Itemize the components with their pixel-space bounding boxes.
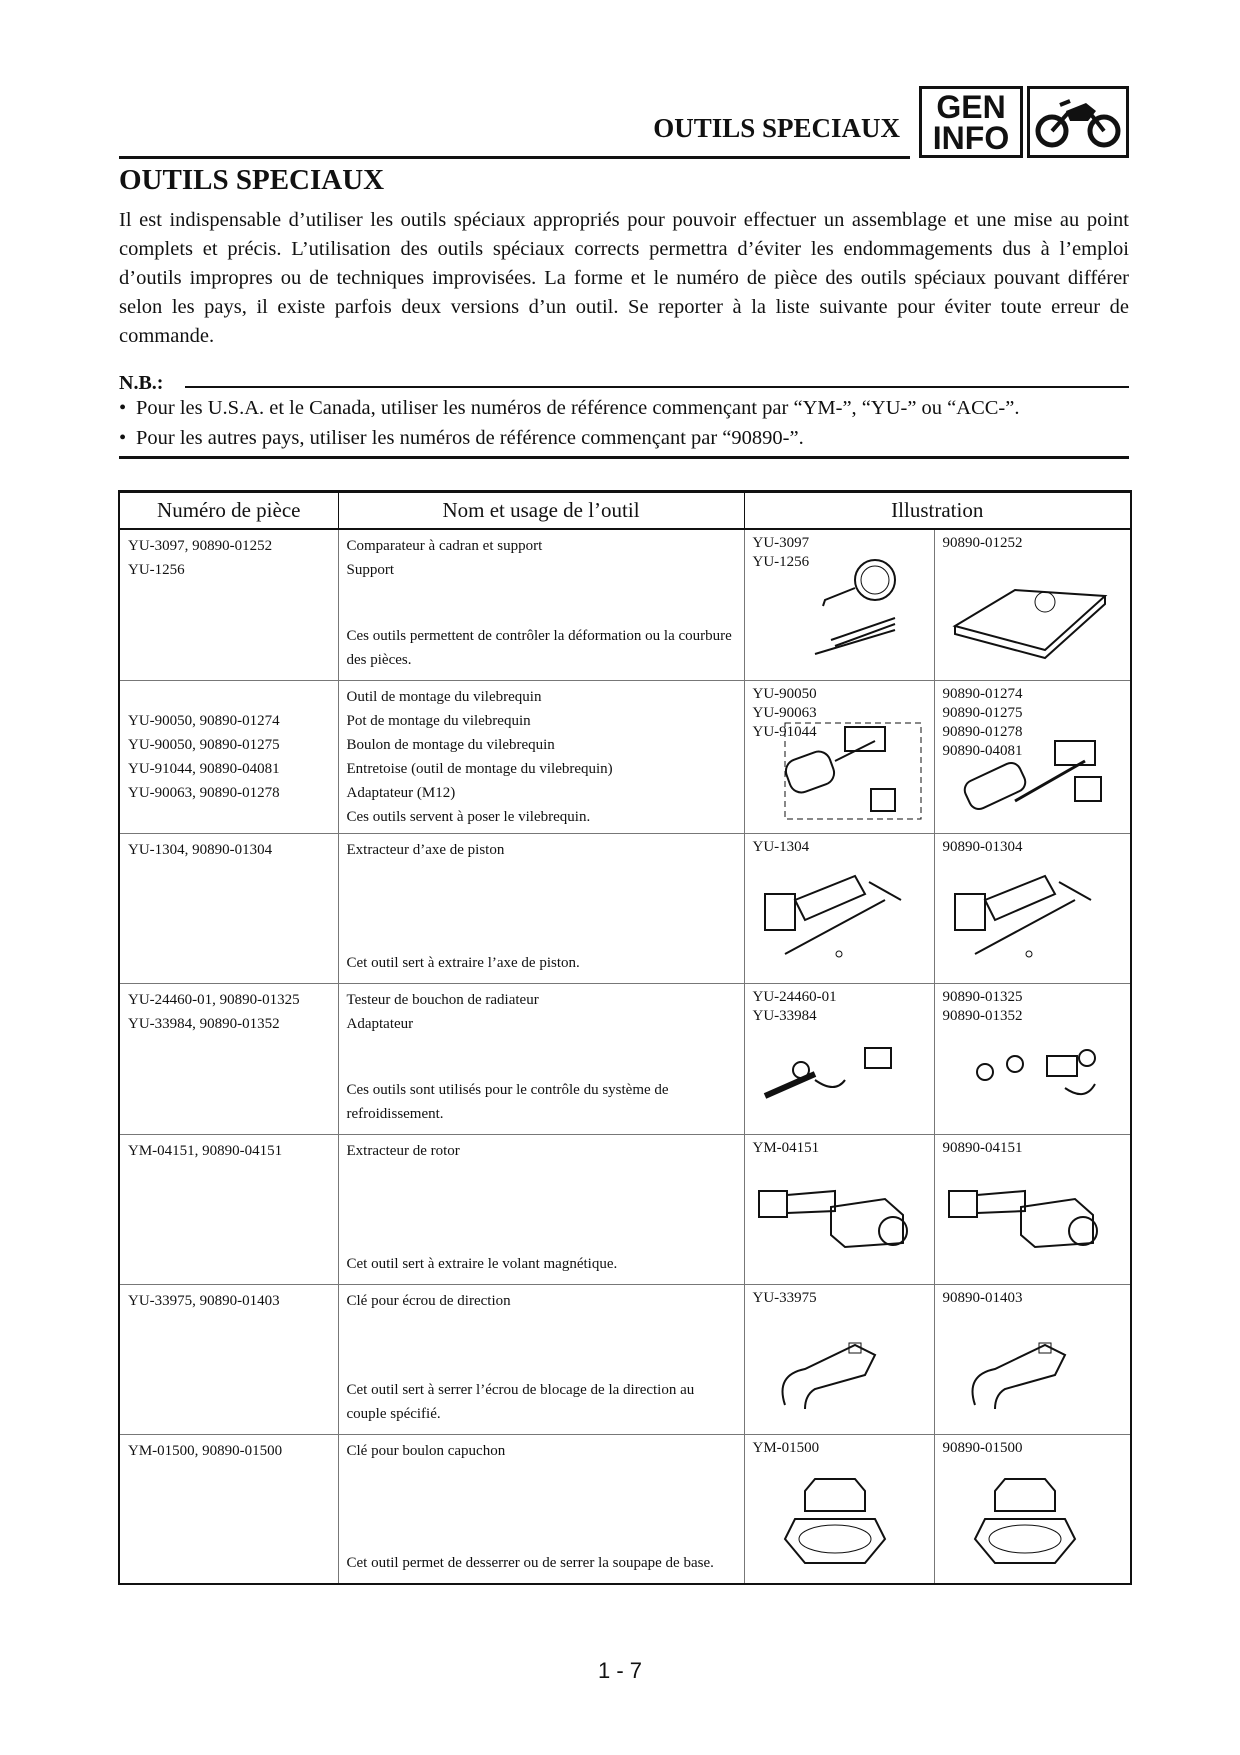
nb-bottom-rule <box>119 456 1129 459</box>
illustration-eu <box>934 680 1131 833</box>
nb-list <box>119 393 1129 453</box>
illustration-eu <box>934 1134 1131 1284</box>
crankshaft-installer-illustration <box>745 681 925 821</box>
name-cell <box>338 680 744 833</box>
illu-code: 90890-01352 <box>942 1007 1023 1024</box>
radiator-cap-tester-illustration <box>745 984 925 1124</box>
name-cell <box>338 1434 744 1584</box>
illustration-eu <box>934 529 1131 680</box>
cap-bolt-wrench-illustration <box>745 1435 925 1575</box>
rotor-puller-eu-illustration <box>935 1135 1125 1275</box>
illu-code: 90890-04151 <box>942 1139 1023 1156</box>
table-row <box>119 1284 1131 1434</box>
nb-item: • Pour les U.S.A. et le Canada, utiliser les numéros de référence commençant par “YM-”, “YU-” ou “ACC-”. <box>119 393 1129 423</box>
header-title: OUTILS SPECIAUX <box>653 113 900 143</box>
dial-gauge-kit-illustration <box>935 530 1125 670</box>
tool-name: Support <box>346 562 395 578</box>
tool-name: Testeur de bouchon de radiateur <box>346 991 539 1008</box>
header-rule <box>119 156 910 159</box>
badge-text <box>919 86 1023 158</box>
illustration-us <box>744 680 934 833</box>
part-number: YU-91044, 90890-04081 <box>128 760 280 777</box>
illu-code: YM-01500 <box>752 1439 820 1456</box>
tool-usage: Ces outils sont utilisés pour le contrôle du système de refroidissement. <box>346 1081 669 1122</box>
illu-code: YM-04151 <box>752 1139 820 1156</box>
piston-pin-puller-illustration <box>745 834 925 974</box>
illu-code: YU-33984 <box>752 1007 817 1024</box>
part-cell <box>119 1134 338 1284</box>
part-number: YU-90050, 90890-01275 <box>128 736 280 753</box>
name-cell <box>338 1134 744 1284</box>
tool-usage: Cet outil sert à extraire l’axe de piston. <box>346 954 580 971</box>
dial-gauge-illustration <box>745 530 925 670</box>
table-row <box>119 680 1131 833</box>
tool-usage: Ces outils permettent de contrôler la déformation ou la courbure des pièces. <box>346 627 732 668</box>
illustration-eu <box>934 833 1131 983</box>
table-row <box>119 1134 1131 1284</box>
tool-name: Boulon de montage du vilebrequin <box>346 736 555 753</box>
illu-code: 90890-01403 <box>942 1289 1023 1306</box>
radiator-cap-tester-eu-illustration <box>935 984 1125 1124</box>
tool-name: Adaptateur (M12) <box>346 784 456 801</box>
col-header-part: Numéro de pièce <box>119 492 338 530</box>
part-number: YU-90050, 90890-01274 <box>128 712 280 729</box>
part-number: YU-1304, 90890-01304 <box>128 841 273 858</box>
illustration-eu <box>934 983 1131 1134</box>
part-number: YM-01500, 90890-01500 <box>128 1442 283 1459</box>
illustration-eu <box>934 1434 1131 1584</box>
part-cell <box>119 983 338 1134</box>
table-row <box>119 983 1131 1134</box>
badge-line2: INFO <box>932 120 1010 156</box>
page-number: 1 - 7 <box>597 1658 643 1683</box>
illu-code: YU-1304 <box>752 838 810 855</box>
illu-code: 90890-01500 <box>942 1439 1023 1456</box>
part-number: YU-90063, 90890-01278 <box>128 784 280 801</box>
intro-paragraph: Il est indispensable d’utiliser les outils spéciaux appropriés pour pouvoir effectuer un assemblage et une mise au point complets et précis. L’utilisation des outils spéciaux corrects permettra d’éviter les endommagements dus à l’emploi d’outils impropres ou de techniques improvisées. La forme et le numéro de pièce des outils spéciaux pouvant différer selon les pays, il existe parfois deux versions d’un outil. Se reporter à la liste suivante pour éviter toute erreur de commande. <box>119 209 1129 347</box>
illustration-us <box>744 833 934 983</box>
part-cell <box>119 529 338 680</box>
illu-code: 90890-01304 <box>942 838 1023 855</box>
nb-label: N.B.: <box>119 372 164 394</box>
crankshaft-installer-eu-illustration <box>935 681 1125 821</box>
col-header-illustration: Illustration <box>744 492 1131 530</box>
part-number: YU-24460-01, 90890-01325 <box>128 991 300 1008</box>
illu-code: YU-90063 <box>752 704 817 721</box>
part-number: YU-1256 <box>128 562 185 578</box>
illustration-us <box>744 983 934 1134</box>
illu-code: 90890-01278 <box>942 723 1023 740</box>
piston-pin-puller-eu-illustration <box>935 834 1125 974</box>
part-number: YU-3097, 90890-01252 <box>128 538 273 554</box>
illu-code: 90890-01252 <box>942 535 1023 551</box>
gen-info-badge <box>919 86 1129 158</box>
tool-usage: Cet outil sert à extraire le volant magnétique. <box>346 1255 618 1272</box>
illu-code: YU-1256 <box>752 554 810 570</box>
illustration-us <box>744 1134 934 1284</box>
tool-name: Entretoise (outil de montage du vilebrequin) <box>346 760 613 777</box>
table-row <box>119 1434 1131 1584</box>
illu-code: YU-90050 <box>752 685 817 702</box>
illustration-us <box>744 1434 934 1584</box>
part-number: YM-04151, 90890-04151 <box>128 1142 283 1159</box>
badge-line1: GEN <box>936 89 1006 125</box>
tool-name: Extracteur de rotor <box>346 1142 460 1159</box>
steering-nut-wrench-illustration <box>745 1285 925 1425</box>
part-number: YU-33975, 90890-01403 <box>128 1292 280 1309</box>
steering-nut-wrench-eu-illustration <box>935 1285 1125 1425</box>
illu-code: YU-24460-01 <box>752 988 837 1005</box>
illustration-eu <box>934 1284 1131 1434</box>
illu-code: 90890-01275 <box>942 704 1023 721</box>
tool-usage: Cet outil sert à serrer l’écrou de blocage de la direction au couple spécifié. <box>346 1381 695 1422</box>
nb-item: • Pour les autres pays, utiliser les numéros de référence commençant par “90890-”. <box>119 423 1129 453</box>
part-number <box>128 685 330 709</box>
tool-usage: Ces outils servent à poser le vilebrequin. <box>346 808 591 825</box>
motorcycle-icon <box>1027 86 1129 158</box>
illu-code: YU-91044 <box>752 723 817 740</box>
part-cell <box>119 1284 338 1434</box>
name-cell <box>338 529 744 680</box>
part-cell <box>119 1434 338 1584</box>
rotor-puller-illustration <box>745 1135 925 1275</box>
part-cell <box>119 833 338 983</box>
illu-code: YU-33975 <box>752 1289 817 1306</box>
special-tools-table <box>118 490 1132 1585</box>
name-cell <box>338 833 744 983</box>
tool-name: Extracteur d’axe de piston <box>346 841 505 858</box>
illu-code: 90890-01325 <box>942 988 1023 1005</box>
tool-name: Adaptateur <box>346 1015 414 1032</box>
illu-code: 90890-04081 <box>942 742 1023 759</box>
illustration-us <box>744 529 934 680</box>
section-title: OUTILS SPECIAUX <box>119 164 385 196</box>
part-cell <box>119 680 338 833</box>
cap-bolt-wrench-eu-illustration <box>935 1435 1125 1575</box>
table-row <box>119 529 1131 680</box>
tool-usage: Cet outil permet de desserrer ou de serrer la soupape de base. <box>346 1555 714 1571</box>
tool-name: Outil de montage du vilebrequin <box>346 688 542 705</box>
nb-rule <box>185 386 1129 388</box>
tool-name: Pot de montage du vilebrequin <box>346 712 531 729</box>
part-number: YU-33984, 90890-01352 <box>128 1015 280 1032</box>
name-cell <box>338 983 744 1134</box>
tool-name: Clé pour boulon capuchon <box>346 1442 506 1459</box>
illu-code: 90890-01274 <box>942 685 1023 702</box>
tool-name: Clé pour écrou de direction <box>346 1292 511 1309</box>
illustration-us <box>744 1284 934 1434</box>
col-header-name: Nom et usage de l’outil <box>338 492 744 530</box>
tool-name: Comparateur à cadran et support <box>346 538 543 554</box>
table-row <box>119 833 1131 983</box>
name-cell <box>338 1284 744 1434</box>
illu-code: YU-3097 <box>752 535 810 551</box>
